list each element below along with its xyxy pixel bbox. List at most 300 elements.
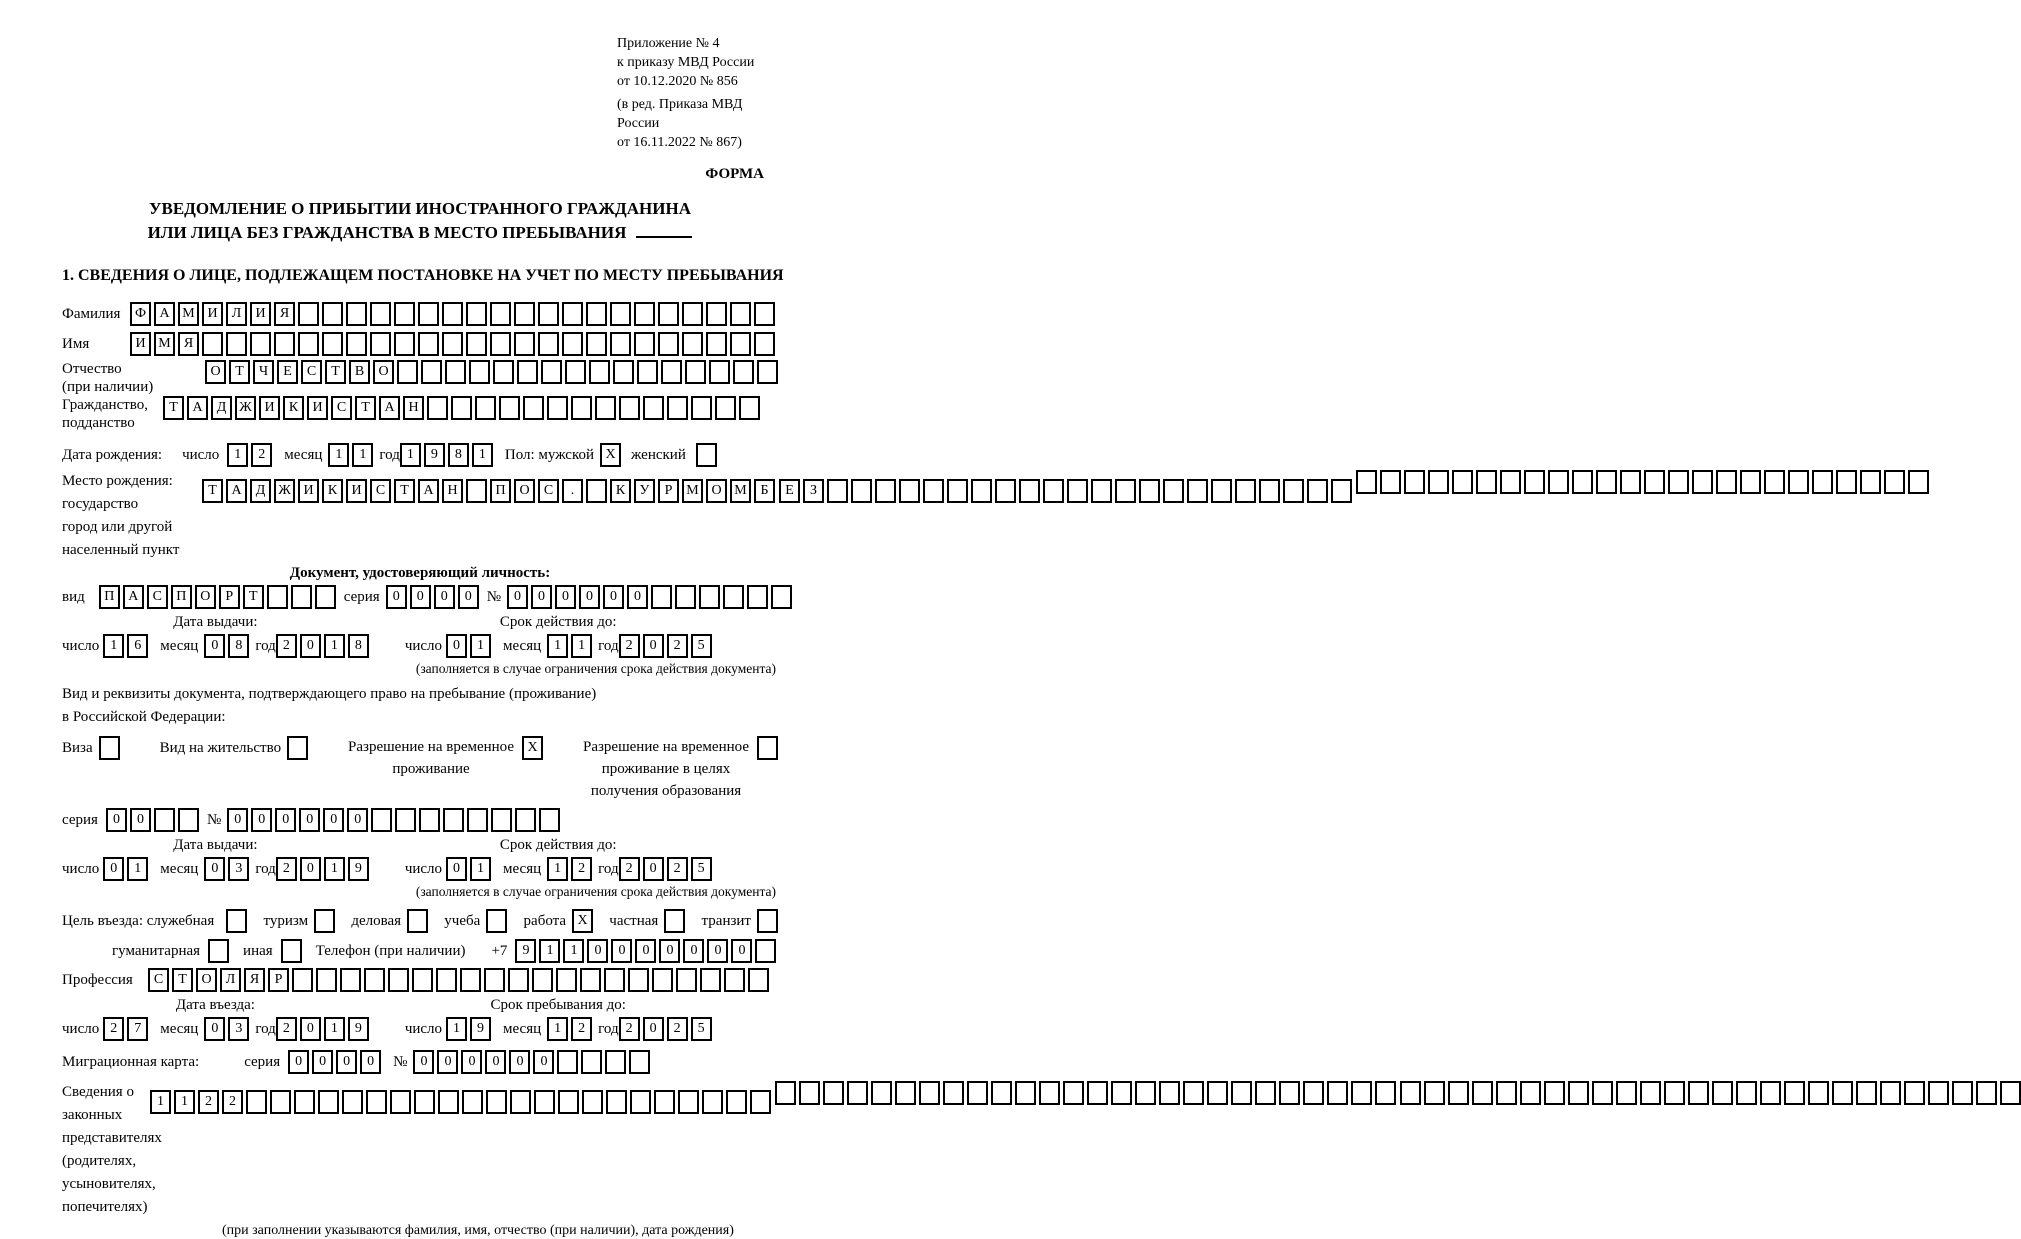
char-cell[interactable]: 0 <box>643 857 664 881</box>
char-cell[interactable] <box>538 332 559 356</box>
char-cell[interactable]: И <box>250 302 271 326</box>
char-cell[interactable]: 0 <box>360 1050 381 1074</box>
char-cell[interactable]: 0 <box>683 939 704 963</box>
char-cell[interactable] <box>723 585 744 609</box>
char-cell[interactable] <box>1520 1081 1541 1105</box>
char-cell[interactable]: 0 <box>643 634 664 658</box>
char-cell[interactable]: 2 <box>667 857 688 881</box>
char-cell[interactable] <box>755 939 776 963</box>
char-cell[interactable]: Т <box>394 479 415 503</box>
char-cell[interactable] <box>947 479 968 503</box>
char-cell[interactable]: 0 <box>437 1050 458 1074</box>
char-cell[interactable]: 1 <box>539 939 560 963</box>
char-cell[interactable] <box>678 1090 699 1114</box>
checkbox[interactable] <box>664 909 685 933</box>
char-cell[interactable] <box>1620 470 1641 494</box>
char-cell[interactable] <box>1452 470 1473 494</box>
checkbox[interactable] <box>287 736 308 760</box>
char-cell[interactable]: Т <box>355 396 376 420</box>
char-cell[interactable]: И <box>298 479 319 503</box>
char-cell[interactable] <box>799 1081 820 1105</box>
char-cell[interactable]: 0 <box>485 1050 506 1074</box>
char-cell[interactable]: А <box>187 396 208 420</box>
char-cell[interactable] <box>1115 479 1136 503</box>
char-cell[interactable] <box>397 360 418 384</box>
char-cell[interactable] <box>1211 479 1232 503</box>
checkbox[interactable] <box>281 939 302 963</box>
char-cell[interactable] <box>154 808 175 832</box>
char-cell[interactable]: 9 <box>515 939 536 963</box>
char-cell[interactable]: 1 <box>547 857 568 881</box>
checkbox[interactable] <box>696 443 717 467</box>
char-cell[interactable] <box>628 968 649 992</box>
char-cell[interactable] <box>1187 479 1208 503</box>
char-cell[interactable] <box>1428 470 1449 494</box>
char-cell[interactable]: Я <box>244 968 265 992</box>
char-cell[interactable] <box>619 396 640 420</box>
char-cell[interactable] <box>682 332 703 356</box>
char-cell[interactable] <box>730 332 751 356</box>
char-cell[interactable]: 1 <box>324 857 345 881</box>
char-cell[interactable] <box>1712 1081 1733 1105</box>
char-cell[interactable] <box>1163 479 1184 503</box>
char-cell[interactable]: З <box>803 479 824 503</box>
char-cell[interactable]: 2 <box>619 857 640 881</box>
char-cell[interactable]: 1 <box>324 634 345 658</box>
char-cell[interactable]: А <box>154 302 175 326</box>
char-cell[interactable] <box>1351 1081 1372 1105</box>
char-cell[interactable] <box>558 1090 579 1114</box>
char-cell[interactable]: 1 <box>571 634 592 658</box>
char-cell[interactable]: 0 <box>643 1017 664 1041</box>
char-cell[interactable] <box>514 332 535 356</box>
char-cell[interactable] <box>460 968 481 992</box>
char-cell[interactable] <box>747 585 768 609</box>
char-cell[interactable] <box>346 302 367 326</box>
char-cell[interactable] <box>1640 1081 1661 1105</box>
char-cell[interactable] <box>895 1081 916 1105</box>
char-cell[interactable] <box>706 302 727 326</box>
char-cell[interactable] <box>514 302 535 326</box>
char-cell[interactable] <box>1908 470 1929 494</box>
char-cell[interactable]: О <box>196 968 217 992</box>
char-cell[interactable] <box>1572 470 1593 494</box>
char-cell[interactable] <box>484 968 505 992</box>
char-cell[interactable] <box>629 1050 650 1074</box>
char-cell[interactable] <box>491 808 512 832</box>
char-cell[interactable]: 0 <box>611 939 632 963</box>
char-cell[interactable] <box>1928 1081 1949 1105</box>
char-cell[interactable]: 2 <box>619 1017 640 1041</box>
char-cell[interactable] <box>604 968 625 992</box>
char-cell[interactable]: И <box>202 302 223 326</box>
char-cell[interactable] <box>538 302 559 326</box>
char-cell[interactable] <box>991 1081 1012 1105</box>
char-cell[interactable] <box>1976 1081 1997 1105</box>
char-cell[interactable] <box>1283 479 1304 503</box>
checkbox[interactable] <box>757 736 778 760</box>
char-cell[interactable] <box>1644 470 1665 494</box>
char-cell[interactable] <box>754 332 775 356</box>
char-cell[interactable]: Д <box>250 479 271 503</box>
char-cell[interactable] <box>1327 1081 1348 1105</box>
char-cell[interactable] <box>316 968 337 992</box>
char-cell[interactable]: . <box>562 479 583 503</box>
char-cell[interactable]: Ч <box>253 360 274 384</box>
char-cell[interactable] <box>1400 1081 1421 1105</box>
char-cell[interactable] <box>291 585 312 609</box>
char-cell[interactable] <box>1356 470 1377 494</box>
char-cell[interactable] <box>1231 1081 1252 1105</box>
char-cell[interactable] <box>1255 1081 1276 1105</box>
char-cell[interactable]: 0 <box>336 1050 357 1074</box>
char-cell[interactable] <box>557 1050 578 1074</box>
char-cell[interactable] <box>523 396 544 420</box>
char-cell[interactable] <box>486 1090 507 1114</box>
char-cell[interactable]: 1 <box>472 443 493 467</box>
char-cell[interactable] <box>580 968 601 992</box>
char-cell[interactable]: 0 <box>509 1050 530 1074</box>
checkbox[interactable]: X <box>572 909 593 933</box>
char-cell[interactable] <box>292 968 313 992</box>
char-cell[interactable]: С <box>148 968 169 992</box>
char-cell[interactable] <box>517 360 538 384</box>
checkbox[interactable] <box>757 909 778 933</box>
char-cell[interactable] <box>1472 1081 1493 1105</box>
char-cell[interactable]: Т <box>163 396 184 420</box>
char-cell[interactable] <box>340 968 361 992</box>
char-cell[interactable] <box>1952 1081 1973 1105</box>
char-cell[interactable]: С <box>370 479 391 503</box>
char-cell[interactable]: О <box>205 360 226 384</box>
char-cell[interactable] <box>541 360 562 384</box>
char-cell[interactable] <box>1303 1081 1324 1105</box>
char-cell[interactable]: М <box>682 479 703 503</box>
char-cell[interactable]: К <box>283 396 304 420</box>
char-cell[interactable]: О <box>195 585 216 609</box>
char-cell[interactable] <box>1880 1081 1901 1105</box>
char-cell[interactable] <box>1067 479 1088 503</box>
char-cell[interactable] <box>467 808 488 832</box>
char-cell[interactable]: 0 <box>312 1050 333 1074</box>
char-cell[interactable] <box>1596 470 1617 494</box>
char-cell[interactable] <box>515 808 536 832</box>
char-cell[interactable]: 8 <box>228 634 249 658</box>
char-cell[interactable] <box>706 332 727 356</box>
char-cell[interactable] <box>418 302 439 326</box>
char-cell[interactable]: И <box>259 396 280 420</box>
char-cell[interactable] <box>923 479 944 503</box>
char-cell[interactable]: М <box>730 479 751 503</box>
char-cell[interactable] <box>414 1090 435 1114</box>
char-cell[interactable] <box>322 302 343 326</box>
char-cell[interactable] <box>547 396 568 420</box>
char-cell[interactable] <box>202 332 223 356</box>
char-cell[interactable] <box>1836 470 1857 494</box>
char-cell[interactable]: Е <box>277 360 298 384</box>
char-cell[interactable] <box>556 968 577 992</box>
char-cell[interactable] <box>1524 470 1545 494</box>
char-cell[interactable] <box>634 302 655 326</box>
char-cell[interactable]: 0 <box>103 857 124 881</box>
char-cell[interactable] <box>1307 479 1328 503</box>
char-cell[interactable]: В <box>349 360 370 384</box>
char-cell[interactable] <box>700 968 721 992</box>
char-cell[interactable] <box>443 808 464 832</box>
char-cell[interactable]: К <box>610 479 631 503</box>
char-cell[interactable]: Ф <box>130 302 151 326</box>
char-cell[interactable] <box>724 968 745 992</box>
char-cell[interactable] <box>490 332 511 356</box>
char-cell[interactable] <box>1668 470 1689 494</box>
char-cell[interactable] <box>1856 1081 1877 1105</box>
char-cell[interactable] <box>823 1081 844 1105</box>
char-cell[interactable] <box>394 302 415 326</box>
char-cell[interactable]: 0 <box>204 1017 225 1041</box>
char-cell[interactable] <box>871 1081 892 1105</box>
char-cell[interactable]: 6 <box>127 634 148 658</box>
char-cell[interactable] <box>661 360 682 384</box>
char-cell[interactable] <box>613 360 634 384</box>
char-cell[interactable]: 1 <box>324 1017 345 1041</box>
char-cell[interactable] <box>1740 470 1761 494</box>
char-cell[interactable] <box>730 302 751 326</box>
char-cell[interactable]: 5 <box>691 1017 712 1041</box>
char-cell[interactable] <box>475 396 496 420</box>
checkbox[interactable] <box>208 939 229 963</box>
char-cell[interactable]: 0 <box>204 634 225 658</box>
char-cell[interactable] <box>1568 1081 1589 1105</box>
char-cell[interactable] <box>634 332 655 356</box>
char-cell[interactable]: 0 <box>227 808 248 832</box>
char-cell[interactable] <box>1139 479 1160 503</box>
char-cell[interactable] <box>943 1081 964 1105</box>
char-cell[interactable]: Б <box>754 479 775 503</box>
char-cell[interactable]: 0 <box>204 857 225 881</box>
checkbox[interactable] <box>314 909 335 933</box>
char-cell[interactable]: 0 <box>386 585 407 609</box>
char-cell[interactable]: 2 <box>571 1017 592 1041</box>
char-cell[interactable] <box>610 332 631 356</box>
char-cell[interactable] <box>827 479 848 503</box>
char-cell[interactable]: 0 <box>288 1050 309 1074</box>
char-cell[interactable] <box>775 1081 796 1105</box>
char-cell[interactable] <box>1404 470 1425 494</box>
char-cell[interactable]: С <box>147 585 168 609</box>
char-cell[interactable] <box>595 396 616 420</box>
char-cell[interactable]: Р <box>219 585 240 609</box>
char-cell[interactable] <box>1884 470 1905 494</box>
char-cell[interactable] <box>754 302 775 326</box>
char-cell[interactable] <box>534 1090 555 1114</box>
char-cell[interactable] <box>1764 470 1785 494</box>
char-cell[interactable] <box>539 808 560 832</box>
char-cell[interactable] <box>1808 1081 1829 1105</box>
char-cell[interactable]: Л <box>220 968 241 992</box>
char-cell[interactable] <box>451 396 472 420</box>
char-cell[interactable] <box>1019 479 1040 503</box>
char-cell[interactable]: 2 <box>198 1090 219 1114</box>
char-cell[interactable]: А <box>226 479 247 503</box>
char-cell[interactable]: П <box>99 585 120 609</box>
char-cell[interactable]: И <box>130 332 151 356</box>
char-cell[interactable]: Р <box>268 968 289 992</box>
char-cell[interactable] <box>715 396 736 420</box>
char-cell[interactable]: С <box>301 360 322 384</box>
checkbox[interactable]: X <box>600 443 621 467</box>
char-cell[interactable] <box>919 1081 940 1105</box>
char-cell[interactable]: 0 <box>410 585 431 609</box>
char-cell[interactable] <box>318 1090 339 1114</box>
char-cell[interactable] <box>589 360 610 384</box>
char-cell[interactable] <box>586 479 607 503</box>
char-cell[interactable] <box>675 585 696 609</box>
char-cell[interactable]: 0 <box>531 585 552 609</box>
char-cell[interactable] <box>499 396 520 420</box>
char-cell[interactable]: О <box>373 360 394 384</box>
char-cell[interactable] <box>510 1090 531 1114</box>
char-cell[interactable] <box>1424 1081 1445 1105</box>
char-cell[interactable] <box>1904 1081 1925 1105</box>
char-cell[interactable] <box>1496 1081 1517 1105</box>
char-cell[interactable] <box>757 360 778 384</box>
char-cell[interactable]: 0 <box>446 857 467 881</box>
char-cell[interactable]: Н <box>442 479 463 503</box>
char-cell[interactable] <box>246 1090 267 1114</box>
char-cell[interactable] <box>1476 470 1497 494</box>
char-cell[interactable] <box>438 1090 459 1114</box>
char-cell[interactable] <box>493 360 514 384</box>
char-cell[interactable] <box>571 396 592 420</box>
char-cell[interactable]: 0 <box>555 585 576 609</box>
char-cell[interactable]: Л <box>226 302 247 326</box>
char-cell[interactable]: 0 <box>275 808 296 832</box>
char-cell[interactable] <box>1448 1081 1469 1105</box>
char-cell[interactable] <box>371 808 392 832</box>
char-cell[interactable]: 1 <box>103 634 124 658</box>
char-cell[interactable]: 0 <box>434 585 455 609</box>
checkbox[interactable] <box>99 736 120 760</box>
char-cell[interactable] <box>466 479 487 503</box>
char-cell[interactable]: 0 <box>323 808 344 832</box>
char-cell[interactable]: 0 <box>579 585 600 609</box>
char-cell[interactable] <box>739 396 760 420</box>
char-cell[interactable] <box>971 479 992 503</box>
char-cell[interactable]: А <box>418 479 439 503</box>
char-cell[interactable] <box>178 808 199 832</box>
char-cell[interactable] <box>652 968 673 992</box>
char-cell[interactable] <box>1159 1081 1180 1105</box>
char-cell[interactable] <box>418 332 439 356</box>
char-cell[interactable] <box>322 332 343 356</box>
char-cell[interactable] <box>610 302 631 326</box>
char-cell[interactable]: 2 <box>103 1017 124 1041</box>
char-cell[interactable] <box>630 1090 651 1114</box>
char-cell[interactable] <box>658 332 679 356</box>
char-cell[interactable] <box>1860 470 1881 494</box>
char-cell[interactable]: 0 <box>300 1017 321 1041</box>
char-cell[interactable]: 0 <box>106 808 127 832</box>
char-cell[interactable]: И <box>346 479 367 503</box>
char-cell[interactable] <box>1063 1081 1084 1105</box>
char-cell[interactable]: 0 <box>603 585 624 609</box>
char-cell[interactable] <box>1135 1081 1156 1105</box>
char-cell[interactable] <box>586 302 607 326</box>
char-cell[interactable]: 8 <box>448 443 469 467</box>
char-cell[interactable]: О <box>514 479 535 503</box>
char-cell[interactable] <box>709 360 730 384</box>
char-cell[interactable]: 1 <box>547 1017 568 1041</box>
char-cell[interactable] <box>395 808 416 832</box>
char-cell[interactable]: 5 <box>691 857 712 881</box>
char-cell[interactable]: 0 <box>533 1050 554 1074</box>
char-cell[interactable]: 2 <box>667 634 688 658</box>
char-cell[interactable]: 2 <box>251 443 272 467</box>
char-cell[interactable]: 1 <box>174 1090 195 1114</box>
char-cell[interactable] <box>748 968 769 992</box>
char-cell[interactable] <box>250 332 271 356</box>
char-cell[interactable] <box>581 1050 602 1074</box>
char-cell[interactable] <box>466 302 487 326</box>
char-cell[interactable] <box>394 332 415 356</box>
char-cell[interactable] <box>1832 1081 1853 1105</box>
char-cell[interactable] <box>1235 479 1256 503</box>
char-cell[interactable]: 0 <box>251 808 272 832</box>
char-cell[interactable] <box>733 360 754 384</box>
char-cell[interactable]: Е <box>779 479 800 503</box>
char-cell[interactable]: А <box>123 585 144 609</box>
checkbox[interactable] <box>226 909 247 933</box>
char-cell[interactable] <box>442 302 463 326</box>
char-cell[interactable] <box>637 360 658 384</box>
char-cell[interactable] <box>298 332 319 356</box>
char-cell[interactable]: Т <box>172 968 193 992</box>
char-cell[interactable]: 9 <box>424 443 445 467</box>
char-cell[interactable]: 0 <box>413 1050 434 1074</box>
char-cell[interactable] <box>1716 470 1737 494</box>
char-cell[interactable]: О <box>706 479 727 503</box>
char-cell[interactable] <box>346 332 367 356</box>
char-cell[interactable]: 1 <box>547 634 568 658</box>
char-cell[interactable]: 3 <box>228 857 249 881</box>
char-cell[interactable] <box>442 332 463 356</box>
char-cell[interactable]: 2 <box>619 634 640 658</box>
char-cell[interactable] <box>532 968 553 992</box>
char-cell[interactable]: П <box>490 479 511 503</box>
char-cell[interactable]: 0 <box>300 857 321 881</box>
char-cell[interactable] <box>427 396 448 420</box>
char-cell[interactable] <box>1331 479 1352 503</box>
char-cell[interactable]: 0 <box>300 634 321 658</box>
char-cell[interactable] <box>682 302 703 326</box>
char-cell[interactable]: 2 <box>276 857 297 881</box>
char-cell[interactable] <box>390 1090 411 1114</box>
char-cell[interactable] <box>1091 479 1112 503</box>
char-cell[interactable] <box>1375 1081 1396 1105</box>
char-cell[interactable]: 0 <box>347 808 368 832</box>
char-cell[interactable] <box>586 332 607 356</box>
char-cell[interactable]: М <box>154 332 175 356</box>
char-cell[interactable] <box>643 396 664 420</box>
char-cell[interactable]: Т <box>202 479 223 503</box>
char-cell[interactable] <box>270 1090 291 1114</box>
char-cell[interactable] <box>342 1090 363 1114</box>
char-cell[interactable]: 0 <box>627 585 648 609</box>
char-cell[interactable] <box>298 302 319 326</box>
char-cell[interactable] <box>2000 1081 2021 1105</box>
char-cell[interactable] <box>1548 470 1569 494</box>
char-cell[interactable] <box>1015 1081 1036 1105</box>
